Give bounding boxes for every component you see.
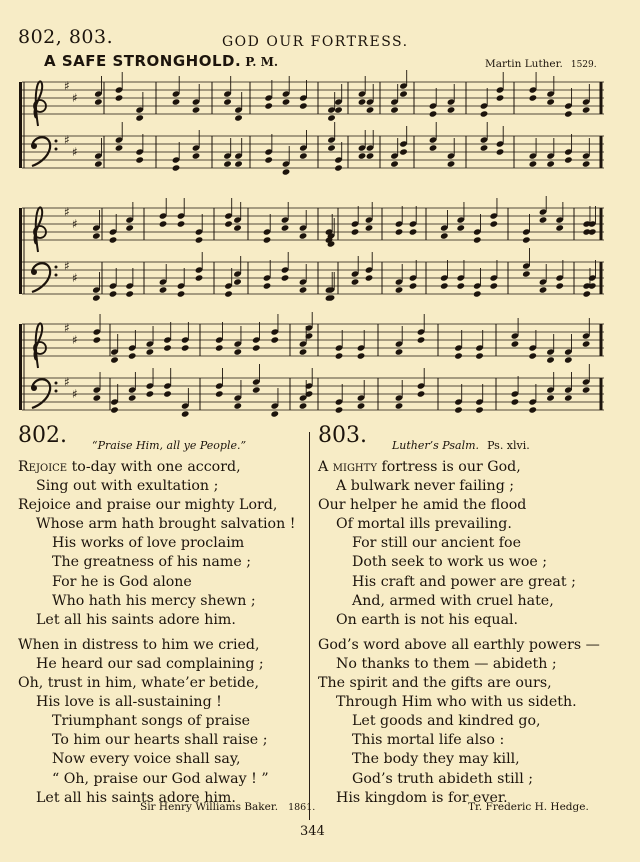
svg-text:♯: ♯ [72, 145, 78, 159]
verse-line: His works of love proclaim [52, 535, 245, 552]
verse-initial-word: A mighty [318, 459, 377, 475]
verse-line: For still our ancient foe [352, 535, 521, 552]
hymn-803-author: Tr. Frederic H. Hedge. [468, 801, 589, 813]
verse-line: He heard our sad complaining ; [36, 655, 264, 672]
verse-line: Doth seek to work us woe ; [352, 554, 548, 571]
verse-line: His craft and power are great ; [352, 573, 576, 590]
verse-line-rest: fortress is our God, [376, 459, 521, 475]
hymn-803-ref: Ps. xlvi. [487, 439, 530, 452]
hymn-803-number: 803. [318, 423, 367, 448]
svg-text:♯: ♯ [64, 79, 70, 93]
hymn-802-author [140, 801, 315, 813]
verse-line: The body they may kill, [352, 751, 520, 768]
composer-year: 1529. [570, 60, 597, 70]
verse-line: Who hath his mercy shewn ; [52, 592, 256, 609]
svg-text:♯: ♯ [64, 375, 70, 389]
verse-line: God’s truth abideth still ; [352, 770, 534, 787]
verse-initial-word: Rejoice [18, 459, 68, 475]
verse-line [18, 458, 308, 477]
tune-line [44, 52, 278, 70]
svg-text:♯: ♯ [64, 205, 70, 219]
verse-line-rest: to-day with one accord, [67, 459, 241, 475]
hymn-numbers: 802, 803. [18, 26, 114, 48]
music-system-2 [18, 196, 606, 306]
author-802-name: Sir Henry Williams Baker. [140, 801, 279, 813]
verse-line: When in distress to him we cried, [18, 636, 260, 653]
svg-text:♯: ♯ [72, 91, 78, 105]
hymn-802-heading: “Praise Him, all ye People.” [92, 439, 247, 452]
svg-text:♯: ♯ [64, 259, 70, 273]
music-system-3 [18, 312, 606, 422]
verse-line: Oh, trust in him, whate’er betide, [18, 675, 259, 692]
verse-line: No thanks to them — abideth ; [336, 655, 557, 672]
hymn-802-number: 802. [18, 423, 67, 448]
verse-line: Let all his saints adore him. [36, 611, 236, 628]
verse-line: Triumphant songs of praise [52, 713, 251, 730]
verse-line: “ Oh, praise our God alway ! ” [52, 770, 269, 787]
verse-line: Through Him who with us sideth. [336, 694, 577, 711]
verse-line: Whose arm hath brought salvation ! [36, 516, 296, 533]
svg-text:♯: ♯ [72, 217, 78, 231]
svg-text:♯: ♯ [72, 271, 78, 285]
svg-text:♯: ♯ [72, 333, 78, 347]
verse-line: And, armed with cruel hate, [352, 592, 554, 609]
verse-line: Our helper he amid the flood [318, 497, 527, 514]
verse-line: This mortal life also : [352, 732, 505, 749]
hymn-803-stanzas [318, 458, 618, 808]
verse-line: To him our hearts shall raise ; [52, 732, 268, 749]
composer-name: Martin Luther. [485, 58, 563, 70]
composer [485, 58, 597, 70]
verse-line: On earth is not his equal. [336, 611, 519, 628]
verse-line: The spirit and the gifts are ours, [318, 675, 552, 692]
svg-text:♯: ♯ [72, 387, 78, 401]
verse-line: A bulwark never failing ; [336, 478, 515, 495]
verse-line: His love is all-sustaining ! [36, 694, 222, 711]
column-divider [309, 432, 310, 820]
svg-text:♯: ♯ [64, 133, 70, 147]
verse-line: His kingdom is for ever. [336, 789, 508, 806]
verse-line: Let all his saints adore him. [36, 789, 236, 806]
hymn-803-title: Luther’s Psalm. [392, 439, 480, 452]
hymn-803 [318, 423, 618, 808]
verse-line: The greatness of his name ; [52, 554, 252, 571]
tune-name: A SAFE STRONGHOLD. [44, 52, 242, 70]
section-title: GOD OUR FORTRESS. [222, 34, 409, 50]
verse-line: Sing out with exultation ; [36, 478, 219, 495]
author-802-year: 1861. [288, 802, 316, 813]
verse-line [318, 458, 618, 477]
verse-line: Rejoice and praise our mighty Lord, [18, 497, 278, 514]
tune-meter: P. M. [245, 55, 279, 69]
verse-line: Now every voice shall say, [52, 751, 241, 768]
verse-line: For he is God alone [52, 573, 192, 590]
hymn-802-stanzas [18, 458, 308, 808]
page-number: 344 [300, 824, 325, 839]
verse-line: God’s word above all earthly powers — [318, 636, 600, 653]
verse-line: Let goods and kindred go, [352, 713, 541, 730]
music-system-1 [18, 70, 606, 180]
hymn-803-heading [392, 436, 530, 455]
svg-text:♯: ♯ [64, 321, 70, 335]
hymn-802 [18, 423, 308, 808]
verse-line: Of mortal ills prevailing. [336, 516, 512, 533]
